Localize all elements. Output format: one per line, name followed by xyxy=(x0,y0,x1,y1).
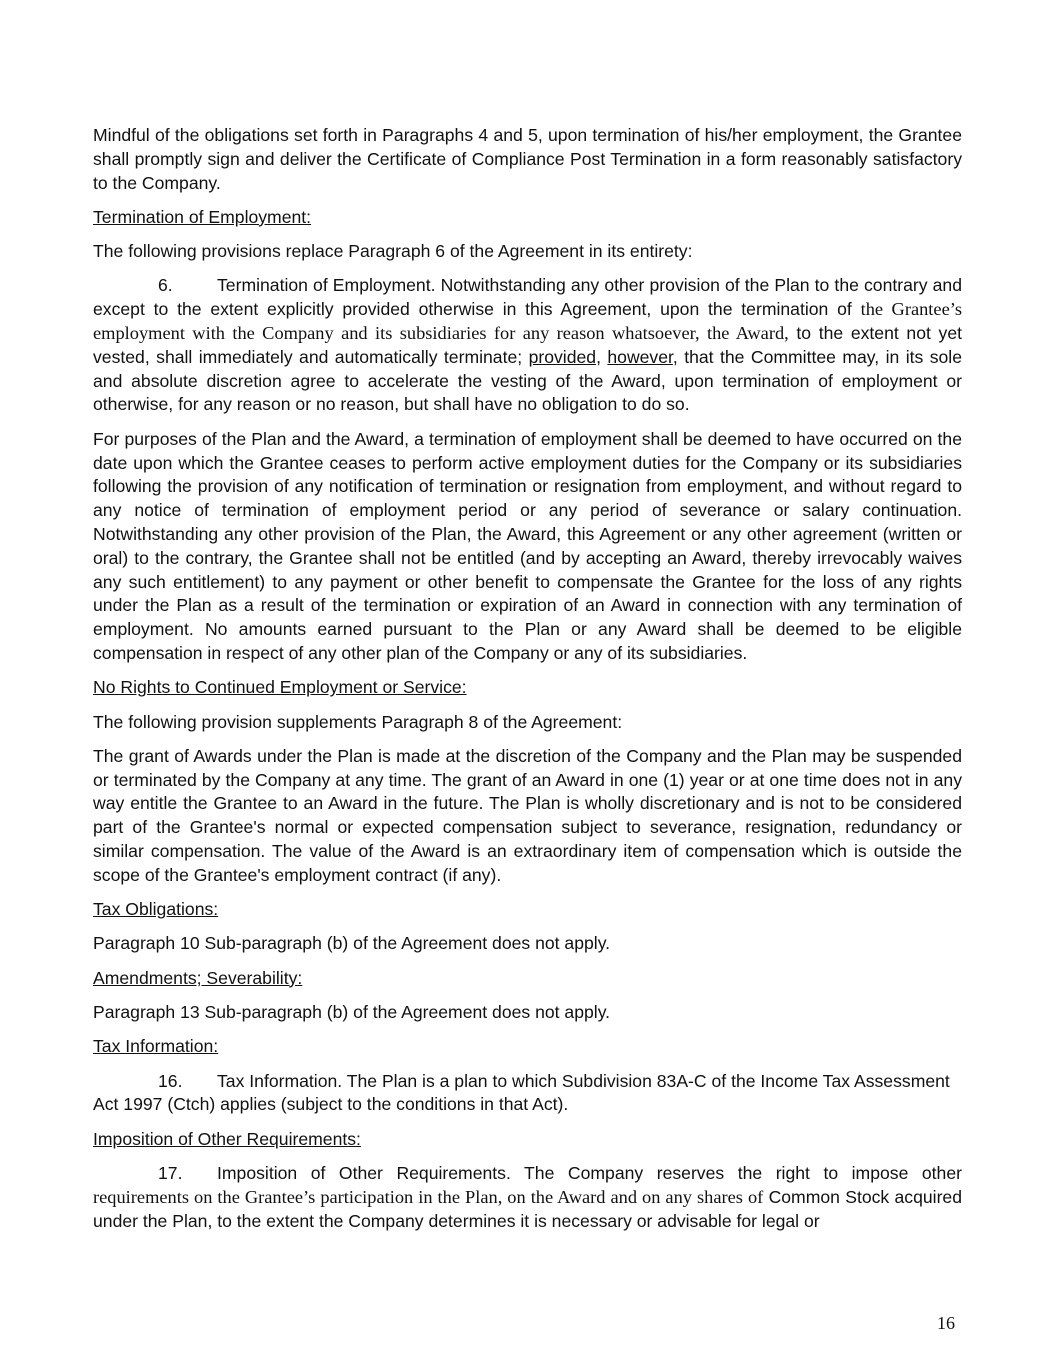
paragraph-6-text-c: to the extent not yet vested, shall immediately and automatically terminate; xyxy=(93,323,962,367)
paragraph-6 xyxy=(93,274,962,417)
provided-term: provided xyxy=(528,346,597,367)
paragraph-16 xyxy=(93,1070,962,1118)
paragraph-6-text-d: , that the Committee may, in its sole and absolute discretion agree to accelerate the vesting of the Award, upon termination of employment or otherwise, for any reason or no reason, but shall have no obligation to do so. xyxy=(93,346,962,415)
paragraph-16-text: Tax Information. The Plan is a plan to which Subdivision 83A-C of the Income Tax Assessment Act 1997 (Ctch) applies (subject to the conditions in that Act). xyxy=(93,1070,950,1115)
heading-tax-information: Tax Information: xyxy=(93,1036,219,1057)
intro-paragraph: Mindful of the obligations set forth in Paragraphs 4 and 5, upon termination of his/her employment, the Grantee shall promptly sign and deliver the Certificate of Compliance Post Termination in a form reasonably satisfactory to the Company. xyxy=(93,125,962,193)
no-rights-body-paragraph: The grant of Awards under the Plan is made at the discretion of the Company and the Plan may be suspended or terminated by the Company at any time. The grant of an Award in one (1) year or at one time does not in any way entitle the Grantee to an Award in the future. The Plan is wholly discretionary and is not to be considered part of the Grantee's normal or expected compensation subject to severance, resignation, redundancy or similar compensation. The value of the Award is an extraordinary item of compensation which is outside the scope of the Grantee's employment contract (if any). xyxy=(93,745,962,885)
page-number: 16 xyxy=(937,1313,955,1333)
paragraph-16-number: 16. xyxy=(158,1070,183,1091)
paragraph-17 xyxy=(93,1162,962,1233)
paragraph-17-text-a: Imposition of Other Requirements. The Company reserves the right to impose other xyxy=(217,1162,962,1183)
no-rights-lead-text: The following provision supplements Paragraph 8 of the Agreement: xyxy=(93,711,623,732)
tax-obligations-text: Paragraph 10 Sub-paragraph (b) of the Agreement does not apply. xyxy=(93,933,611,954)
however-term: however xyxy=(607,346,673,367)
paragraph-6-text-a: Termination of Employment. Notwithstanding any other provision of the Plan to the contrary and except to the extent explicitly provided otherwise in this Agreement, upon the termination of xyxy=(93,275,962,320)
heading-tax-obligations: Tax Obligations: xyxy=(93,899,219,920)
document-page xyxy=(93,124,962,1244)
amendments-text: Paragraph 13 Sub-paragraph (b) of the Agreement does not apply. xyxy=(93,1002,611,1022)
heading-no-rights: No Rights to Continued Employment or Service: xyxy=(93,677,467,698)
heading-amendments: Amendments; Severability: xyxy=(93,967,303,988)
paragraph-6-number: 6. xyxy=(158,275,173,296)
termination-lead-text: The following provisions replace Paragraph 6 of the Agreement in its entirety: xyxy=(93,241,693,262)
paragraph-6-text-b: the Grantee’s employment with the Company and its subsidiaries for any reason whatsoever, the Award, xyxy=(93,299,963,344)
termination-body-paragraph: For purposes of the Plan and the Award, a termination of employment shall be deemed to have occurred on the date upon which the Grantee ceases to perform active employment duties for the Company or its subsidiaries following the provision of any notification of termination or resignation from employment, and without regard to any notice of termination of employment period or any period of severance or salary continuation. Notwithstanding any other provision of the Plan, the Award, this Agreement or any other agreement (written or oral) to the contrary, the Grantee shall not be entitled (and by accepting an Award, thereby irrevocably waives any such entitlement) to any payment or other benefit to compensate the Grantee for the loss of any rights under the Plan as a result of the termination or expiration of an Award in connection with any termination of employment. No amounts earned pursuant to the Plan or any Award shall be deemed to be eligible compensation in respect of any other plan of the Company or any of its subsidiaries. xyxy=(93,428,962,663)
paragraph-17-text-c: Common Stock acquired under the Plan, to the extent the Company determines it is necessary or advisable for legal or xyxy=(93,1186,962,1231)
comma-separator: , xyxy=(596,346,601,367)
paragraph-17-number: 17. xyxy=(158,1162,183,1183)
paragraph-17-text-b: requirements on the Grantee’s participation in the Plan, on the Award and on any shares of xyxy=(93,1186,764,1207)
heading-termination-of-employment: Termination of Employment: xyxy=(93,206,312,227)
heading-imposition: Imposition of Other Requirements: xyxy=(93,1128,361,1149)
